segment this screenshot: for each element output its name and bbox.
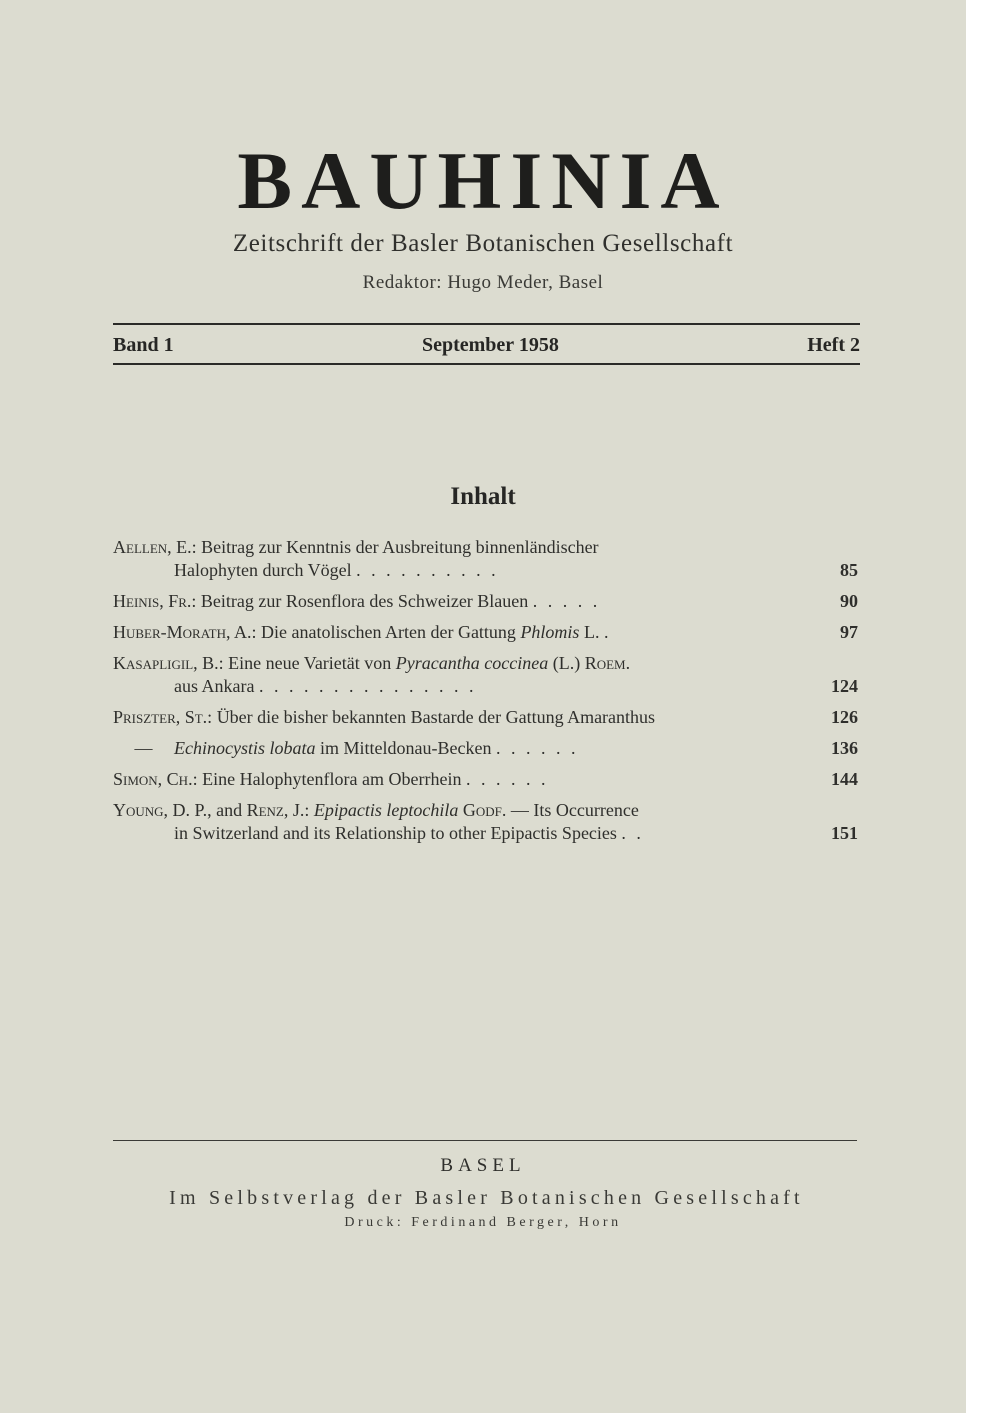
publication-city: BASEL xyxy=(440,1155,526,1176)
toc-author-conjunction: and xyxy=(216,800,243,820)
footer-rule xyxy=(113,1140,857,1141)
toc-title: Die anatolischen Arten der Gattung xyxy=(261,622,516,642)
toc-entry-simon xyxy=(113,768,860,791)
publisher-line: Im Selbstverlag der Basler Botanischen Gesellschaft xyxy=(169,1187,804,1209)
toc-leader-dots: . . . . . . xyxy=(465,769,549,789)
toc-page-number: 85 xyxy=(840,560,858,580)
toc-author: Renz, J.: xyxy=(246,800,310,820)
journal-title: BAUHINIA xyxy=(237,135,729,226)
toc-page-number: 144 xyxy=(831,769,858,789)
toc-title-authority: L. xyxy=(583,622,600,642)
toc-title-genus: Phlomis xyxy=(520,622,580,642)
toc-title: Eine Halophytenflora am Oberrhein xyxy=(202,769,462,789)
toc-entry-priszter-2 xyxy=(113,737,860,760)
toc-leader-dots: . . xyxy=(621,823,644,843)
toc-leader-dots: . . . . . . . . . . xyxy=(356,560,499,580)
toc-author: Aellen, E.: xyxy=(113,537,197,557)
issue-date: September 1958 xyxy=(421,334,559,356)
toc-entry-huber-morath xyxy=(113,621,860,644)
toc-title-authority-name: Godf. xyxy=(462,800,507,820)
toc-entry-young-renz xyxy=(113,799,860,845)
toc-title: — Its Occurrence xyxy=(510,800,639,820)
toc-page-number: 136 xyxy=(831,738,858,758)
toc-title-authority: (L.) xyxy=(552,653,581,673)
volume-label: Band 1 xyxy=(113,334,174,356)
toc-leader-dots: . xyxy=(603,622,612,642)
toc-title: im Mitteldonau-Becken xyxy=(319,738,492,758)
toc-title-continued: Halophyten durch Vögel xyxy=(174,560,352,580)
printer-line: Druck: Ferdinand Berger, Horn xyxy=(344,1215,622,1230)
toc-page-number: 151 xyxy=(831,823,858,843)
toc-title: Eine neue Varietät von xyxy=(228,653,392,673)
toc-page-number: 90 xyxy=(840,591,858,611)
toc-title-species: Epipactis leptochila xyxy=(313,800,459,820)
toc-title: Beitrag zur Kenntnis der Ausbreitung binnenländischer xyxy=(201,537,599,557)
editor-line: Redaktor: Hugo Meder, Basel xyxy=(362,272,604,293)
toc-entry-aellen xyxy=(113,536,860,582)
toc-author: Simon, Ch.: xyxy=(113,769,198,789)
toc-title-species: Echinocystis lobata xyxy=(174,738,316,758)
issue-bar xyxy=(113,334,860,357)
toc-leader-dots: . . . . . . xyxy=(495,738,579,758)
toc-entry-heinis xyxy=(113,590,860,613)
toc-author: Kasapligil, B.: xyxy=(113,653,224,673)
bottom-rule xyxy=(113,363,860,365)
toc-title: Über die bisher bekannten Bastarde der Gattung Amaranthus xyxy=(216,707,656,727)
toc-leader-dots: . . . . . . . . . . . . . . . xyxy=(258,676,477,696)
toc-title-continued: aus Ankara xyxy=(174,676,255,696)
toc-title: Beitrag zur Rosenflora des Schweizer Blauen xyxy=(200,591,529,611)
contents-heading: Inhalt xyxy=(450,483,516,510)
toc-page-number: 124 xyxy=(831,676,858,696)
journal-subtitle: Zeitschrift der Basler Botanischen Gesellschaft xyxy=(232,230,734,257)
toc-page-number: 126 xyxy=(831,707,858,727)
issue-number: Heft 2 xyxy=(807,334,860,356)
toc-entry-kasapligil xyxy=(113,652,860,698)
toc-title-species: Pyracantha coccinea xyxy=(395,653,549,673)
toc-title-authority-name: Roem. xyxy=(584,653,631,673)
toc-author: Priszter, St.: xyxy=(113,707,213,727)
toc-page-number: 97 xyxy=(840,622,858,642)
toc-ditto-dash: — xyxy=(134,738,153,758)
toc-author: Young, D. P., xyxy=(113,800,212,820)
top-rule xyxy=(113,323,860,325)
toc-author: Heinis, Fr.: xyxy=(113,591,197,611)
toc-leader-dots: . . . . . xyxy=(532,591,601,611)
table-of-contents xyxy=(113,536,860,853)
toc-author: Huber-Morath, A.: xyxy=(113,622,257,642)
toc-entry-priszter xyxy=(113,706,860,729)
toc-title-continued: in Switzerland and its Relationship to other Epipactis Species xyxy=(174,823,617,843)
